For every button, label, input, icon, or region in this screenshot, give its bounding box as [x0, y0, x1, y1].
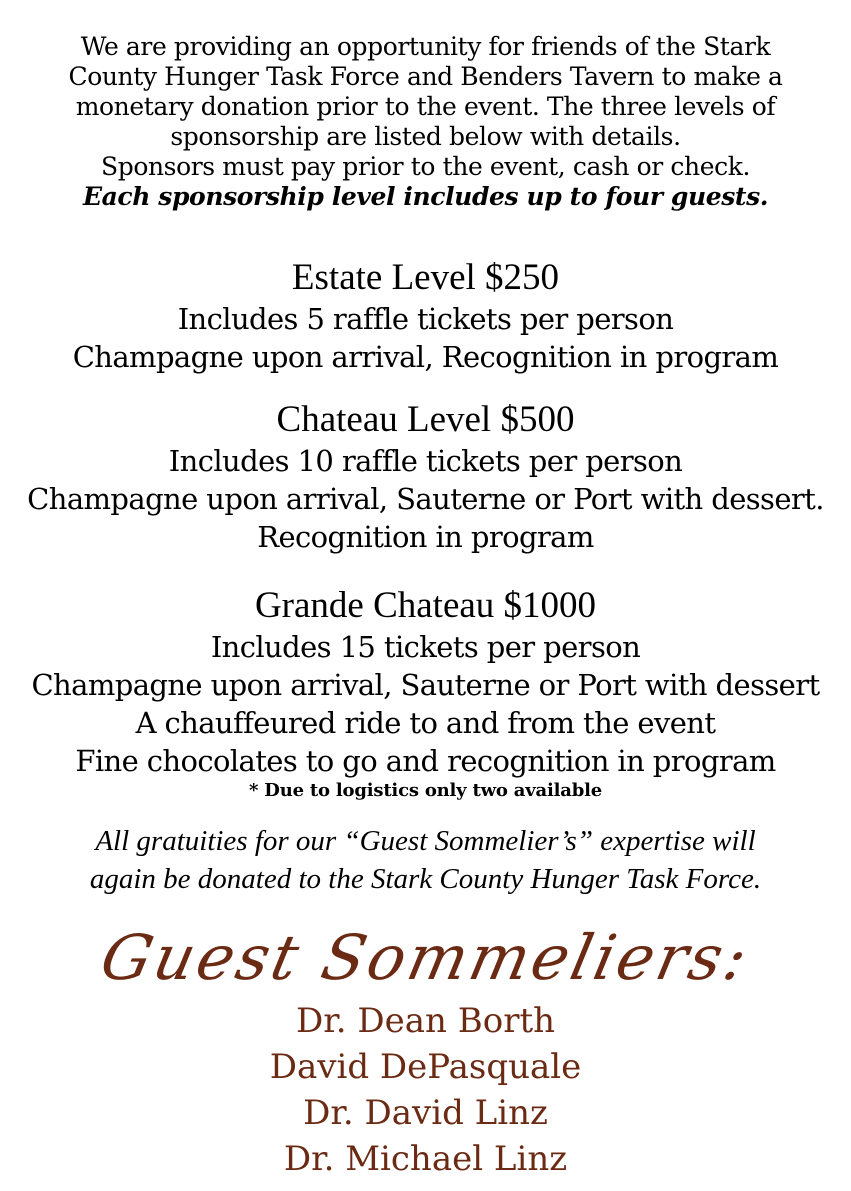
level-heading: Chateau Level $500	[276, 399, 575, 440]
estate-level-section	[0, 256, 851, 376]
chateau-level-section	[0, 398, 851, 556]
sommelier-name: Dr. Dean Borth	[295, 1001, 556, 1041]
intro-line: County Hunger Task Force and Benders Tavern to make a	[68, 62, 783, 91]
level-detail: Includes 15 tickets per person	[210, 630, 641, 664]
availability-note: * Due to logistics only two available	[249, 780, 602, 801]
intro-line: sponsorship are listed below with details.	[170, 122, 681, 151]
level-detail: Includes 10 raffle tickets per person	[168, 444, 683, 478]
gratuity-line: All gratuities for our “Guest Sommelier’s” expertise will	[95, 825, 756, 857]
sommelier-name: Dr. Michael Linz	[283, 1139, 568, 1179]
sommelier-name: Dr. David Linz	[303, 1093, 548, 1133]
level-detail: Champagne upon arrival, Sauterne or Port with dessert	[31, 668, 820, 702]
grande-chateau-level-section	[0, 584, 851, 802]
level-detail: Champagne upon arrival, Recognition in program	[72, 340, 779, 374]
gratuity-statement	[0, 822, 851, 898]
intro-paragraph	[0, 32, 851, 212]
guest-sommeliers-section	[0, 918, 851, 1182]
intro-line: monetary donation prior to the event. The three levels of	[75, 92, 776, 121]
level-detail: A chauffeured ride to and from the event	[135, 706, 716, 740]
sommelier-name: David DePasquale	[269, 1047, 582, 1087]
intro-line: We are providing an opportunity for friends of the Stark	[80, 32, 771, 61]
sommeliers-title: Guest Sommeliers:	[94, 921, 757, 994]
level-detail: Fine chocolates to go and recognition in program	[75, 744, 776, 778]
level-heading: Estate Level $250	[291, 257, 560, 298]
level-detail: Includes 5 raffle tickets per person	[177, 302, 674, 336]
intro-line: Sponsors must pay prior to the event, cash or check.	[100, 152, 750, 181]
level-heading: Grande Chateau $1000	[254, 585, 597, 626]
gratuity-line: again be donated to the Stark County Hunger Task Force.	[89, 863, 762, 895]
intro-emphasis: Each sponsorship level includes up to four guests.	[82, 182, 769, 211]
level-detail: Champagne upon arrival, Sauterne or Port with dessert.	[27, 482, 824, 516]
level-detail: Recognition in program	[257, 520, 594, 554]
